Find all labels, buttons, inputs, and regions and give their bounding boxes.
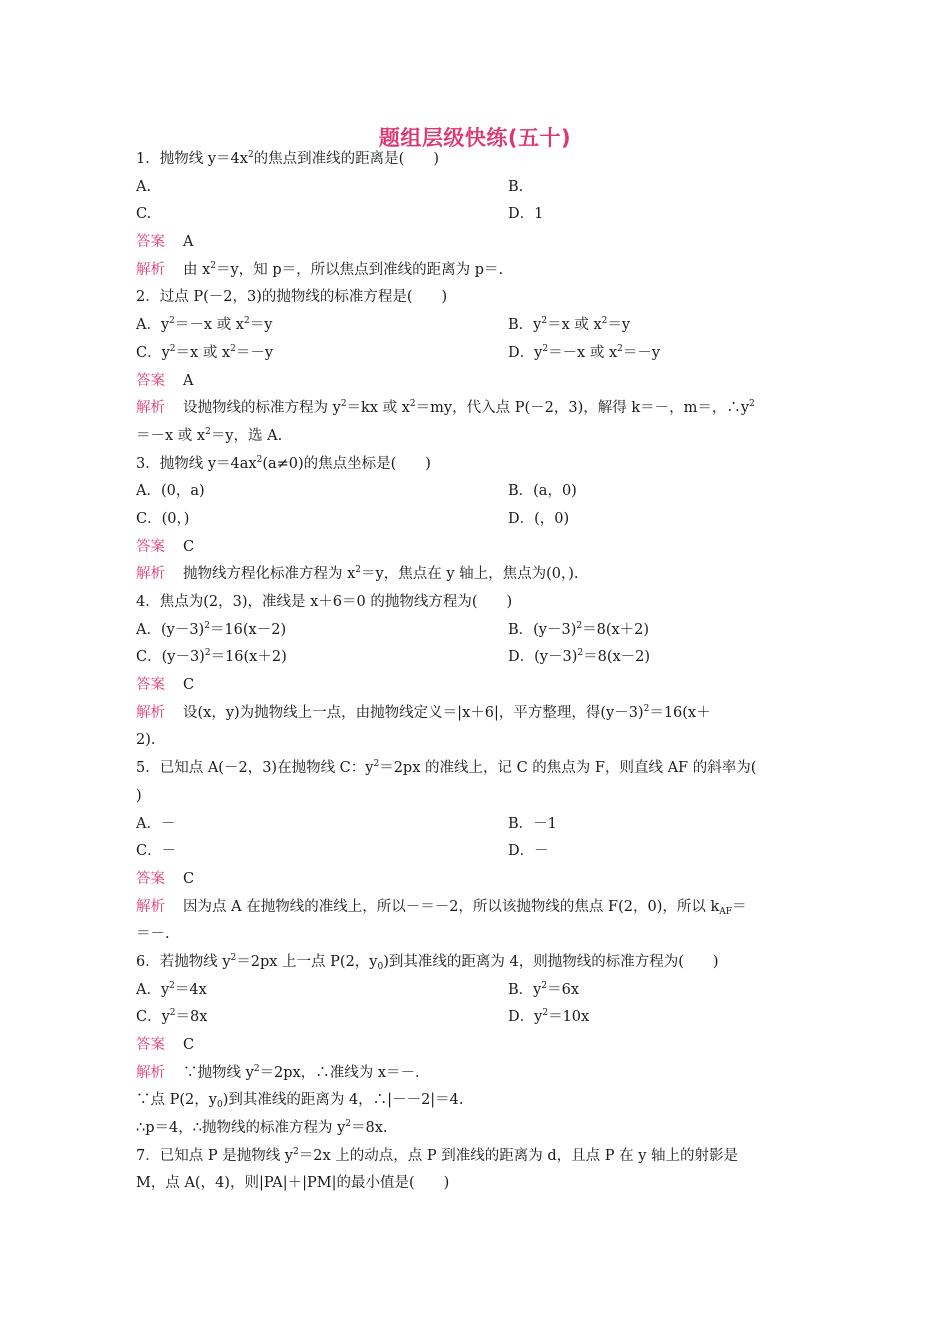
question-6-answer: 答案 C [136, 1037, 195, 1053]
question-5-options-row-2 [136, 838, 816, 866]
answer-label: 答案 [136, 538, 165, 555]
question-2-stem: 2．过点 P(－2，3)的抛物线的标准方程是( ) [136, 289, 448, 306]
question-3-options-row-1 [136, 478, 816, 506]
question-4-stem: 4．焦点为(2，3)，准线是 x＋6＝0 的抛物线方程为( ) [136, 594, 513, 610]
question-1-options-row-2 [136, 201, 816, 229]
question-1-answer: 答案 A [136, 234, 194, 251]
answer-label: 答案 [136, 372, 165, 389]
question-7-stem-line-1: 7．已知点 P 是抛物线 $y^2=2x$ 上的动点，点 P 到准线的距离为 d，且点 P 在 y 轴上的射影是 [136, 1146, 738, 1164]
question-1-options-row-1 [136, 174, 816, 202]
answer-label: 答案 [136, 677, 165, 694]
question-5-option-d: D．－ [508, 843, 549, 860]
question-5-stem-line-2: ) [136, 787, 142, 804]
question-2-option-a: A．$y^2=-x$ 或 $x^2=y$ [136, 316, 273, 334]
question-5-stem-line-1: 5．已知点 A(－2，3)在抛物线 C：$y^2=2px$ 的准线上，记 C 的焦点为 F，则直线 AF 的斜率为( [136, 759, 757, 777]
question-5-analysis-line-2: ＝－. [136, 926, 170, 943]
question-4-option-b: B．$(y-3)^2=8(x+2)$ [508, 620, 650, 638]
answer-label: 答案 [136, 870, 165, 887]
question-2-analysis-line-1: 解析 设抛物线的标准方程为 $y^2=kx$ 或 $x^2=my$，代入点 P(－2，3)，解得 k＝－，m＝，$\therefore y^2$ [136, 399, 755, 417]
question-6-analysis-line-1: 解析 ∵抛物线 $y^2=2px$，∴准线为 x＝－. [136, 1063, 420, 1081]
analysis-label: 解析 [136, 566, 165, 583]
question-3-option-d: D．(，0) [508, 510, 570, 527]
answer-label: 答案 [136, 234, 165, 251]
question-3-answer: 答案 C [136, 538, 195, 555]
question-7-stem-line-2: M，点 A(，4)，则|PA|＋|PM|的最小值是( ) [136, 1175, 450, 1192]
question-3-analysis: 解析 抛物线方程化标准方程为 $x^2=y$，焦点在 y 轴上，焦点为(0，). [136, 565, 579, 583]
question-6-analysis-line-3: ∴p＝4，∴抛物线的标准方程为 $y^2=8x$. [136, 1119, 388, 1137]
question-2-option-c: C．$y^2=x$ 或 $x^2=-y$ [136, 343, 274, 361]
question-4-analysis-line-2: 2). [136, 732, 156, 749]
question-2-option-d: D．$y^2=-x$ 或 $x^2=-y$ [508, 343, 661, 361]
question-2-answer: 答案 A [136, 372, 194, 389]
question-1-option-d: D．1 [508, 206, 544, 223]
question-3-options-row-2 [136, 506, 816, 534]
question-4-analysis-line-1: 解析 设(x，y)为抛物线上一点，由抛物线定义＝|x＋6|，平方整理，得$(y-3)^2=16(x+$ [136, 703, 711, 721]
question-5-option-b: B．－1 [508, 815, 557, 832]
question-4-option-a: A．$(y-3)^2=16(x-2)$ [136, 620, 287, 638]
question-6-analysis-line-2: ∵点 P(2，$y_0$)到其准线的距离为 4，∴|－－2|＝4. [136, 1092, 464, 1111]
question-5-option-c: C．－ [136, 843, 177, 860]
question-5-option-a: A．－ [136, 815, 176, 832]
question-6-option-c: C．$y^2=8x$ [136, 1008, 208, 1026]
question-5-analysis-line-1: 解析 因为点 A 在抛物线的准线上，所以－＝－2，所以该抛物线的焦点 F(2，0)，所以 $k_{AF}=$ [136, 898, 747, 917]
question-1-option-b: B. [508, 178, 524, 195]
question-6-options-row-2 [136, 1004, 816, 1032]
question-2-options-row-2 [136, 340, 816, 368]
question-2-options-row-1 [136, 312, 816, 340]
question-3-option-c: C．(0，) [136, 510, 190, 527]
question-1-stem: 1．抛物线 $y=4x^2$的焦点到准线的距离是( ) [136, 150, 439, 167]
analysis-label: 解析 [136, 898, 165, 915]
question-1-analysis: 解析 由 $x^2=y$，知 p＝，所以焦点到准线的距离为 p＝. [136, 260, 504, 278]
question-2-option-b: B．$y^2=x$ 或 $x^2=y$ [508, 316, 631, 334]
question-1-option-c: C. [136, 206, 152, 223]
question-4-answer: 答案 C [136, 677, 195, 694]
answer-label: 答案 [136, 1037, 165, 1053]
question-6-option-d: D．$y^2=10x$ [508, 1008, 590, 1026]
question-1-option-a: A. [136, 178, 152, 195]
analysis-label: 解析 [136, 704, 165, 721]
analysis-label: 解析 [136, 400, 165, 417]
question-6-option-b: B．$y^2=6x$ [508, 980, 579, 998]
question-4-options-row-2 [136, 644, 816, 672]
question-2-analysis-line-2: ＝－x 或 $x^2=y$，选 A. [136, 426, 283, 444]
question-4-option-c: C．$(y-3)^2=16(x+2)$ [136, 648, 287, 666]
question-6-stem: 6．若抛物线 $y^2=2px$ 上一点 P(2，$y_0$)到其准线的距离为 4，则抛物线的标准方程为( ) [136, 952, 719, 972]
question-5-answer: 答案 C [136, 870, 195, 887]
question-3-option-a: A．(0，a) [136, 483, 205, 500]
question-4-options-row-1 [136, 617, 816, 645]
page-title: 题组层级快练(五十) [378, 126, 572, 150]
analysis-label: 解析 [136, 1064, 165, 1081]
question-5-options-row-1 [136, 811, 816, 839]
question-list [136, 146, 816, 1198]
question-6-option-a: A．$y^2=4x$ [136, 980, 207, 998]
question-3-option-b: B．(a，0) [508, 483, 577, 500]
question-4-option-d: D．$(y-3)^2=8(x-2)$ [508, 648, 651, 666]
question-3-stem: 3．抛物线 $y=4ax^2(a\ne 0)$的焦点坐标是( ) [136, 454, 431, 472]
question-6-options-row-1 [136, 977, 816, 1005]
analysis-label: 解析 [136, 261, 165, 278]
